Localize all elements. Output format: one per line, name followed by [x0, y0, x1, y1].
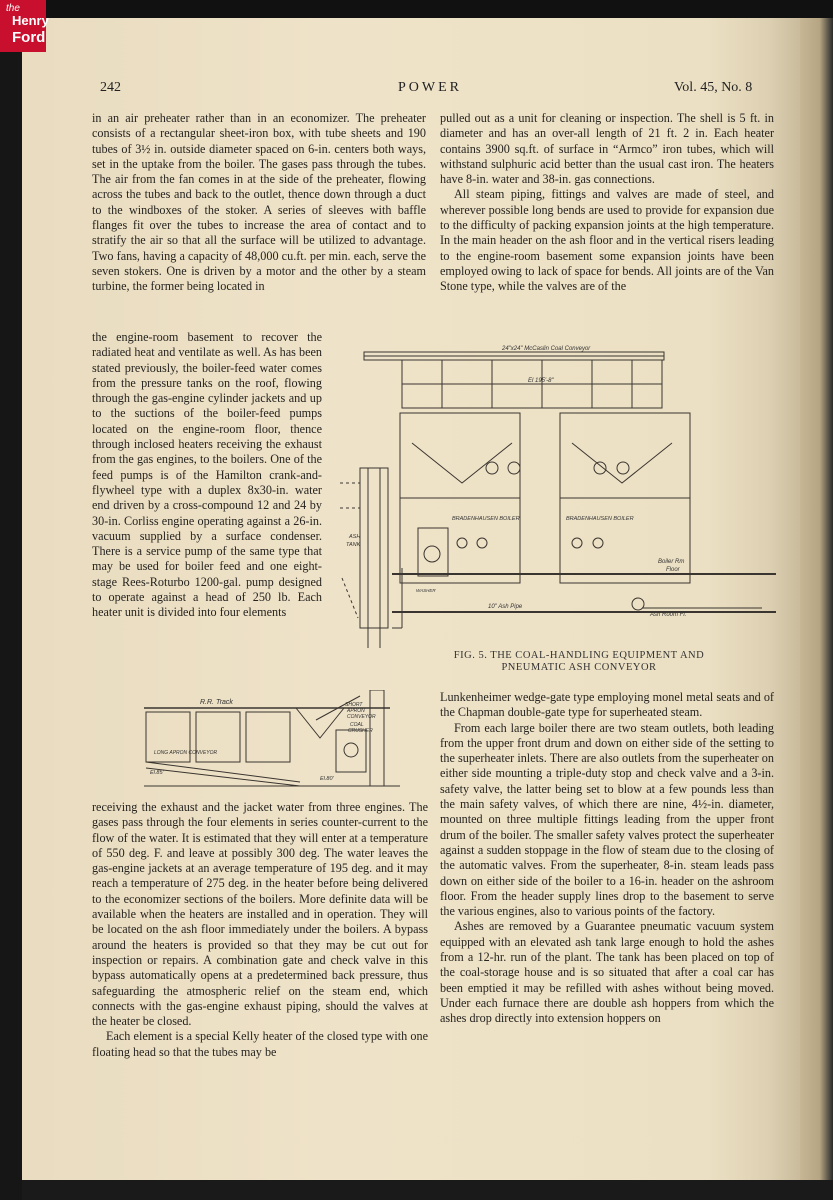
coal-handling-figure	[332, 338, 776, 648]
label-coal-crusher-1: COAL	[350, 722, 364, 728]
page-spine-edge	[800, 18, 833, 1180]
logo-text-the: the	[6, 3, 20, 14]
label-ash-room-floor: Ash Room Fl.	[650, 612, 687, 618]
right-column-bottom	[440, 690, 774, 1027]
right-paragraph-1: pulled out as a unit for cleaning or inspection. The shell is 5 ft. in diameter and has an over-all length of 21 ft. 2 in. Each heater contains 3900 sq.ft. of surface in “Armco” iron tubes, which will withstand sulphuric acid better than the usual cast iron. The heaters have 8-in. water and 38-in. gas connections.	[440, 111, 774, 187]
label-short-apron-2: APRON	[347, 708, 365, 714]
label-boiler-left: BRADENHAUSEN BOILER	[452, 516, 520, 522]
label-long-apron: LONG APRON CONVEYOR	[154, 750, 218, 756]
label-elev-lower: El.85'	[150, 770, 164, 776]
henry-ford-logo	[0, 0, 49, 52]
coal-crusher-figure	[140, 690, 412, 790]
label-washer: WASHER	[416, 588, 436, 593]
journal-title: POWER	[398, 80, 462, 95]
logo-text-henry: Henry	[12, 13, 49, 28]
left-paragraph-1: in an air preheater rather than in an economizer. The preheater consists of a rectangular sheet-iron box, with tube sheets and 190 tubes of 3½ in. outside diameter spaced on 6-in. centers both ways, set in the uptake from the boiler. The gases pass through the tubes. The air from the fan comes in at the side of the preheater, flowing across the tubes and back to the outlet, thence down through a duct to the windboxes of the stoker. A series of sleeves with baffle flanges fit over the tubes to increase the area of contact and to stratify the air so that all the surface will be utilized to advantage. Two fans, having a capacity of 48,000 cu.ft. per min. each, serve the seven stokers. One is driven by a motor and the other by a steam turbine, the former being located in	[92, 111, 426, 294]
label-boiler-right: BRADENHAUSEN BOILER	[566, 516, 634, 522]
page-number: 242	[100, 80, 121, 95]
left-paragraph-3: Each element is a special Kelly heater of the closed type with one floating head so that the tubes may be	[92, 1029, 428, 1059]
coal-crusher	[336, 730, 366, 772]
ash-tank-shaft	[360, 468, 388, 628]
volume-issue: Vol. 45, No. 8	[674, 80, 753, 95]
scan-border-left	[0, 0, 22, 1200]
label-coal-crusher-2: CRUSHER	[348, 728, 373, 734]
caption-line-2: PNEUMATIC ASH CONVEYOR	[501, 662, 657, 673]
label-boiler-floor-1: Boiler Rm	[658, 559, 685, 565]
left-column-bottom	[92, 800, 428, 1060]
label-coal-conveyor: 24"x24" McCaslin Coal Conveyor	[502, 346, 591, 352]
left-column-wrap	[92, 330, 322, 621]
label-ash-tank-2: TANK	[346, 542, 361, 548]
right-paragraph-5: Ashes are removed by a Guarantee pneumatic vacuum system equipped with an elevated ash tank large enough to hold the ashes from a 12-hr. run of the plant. The tank has been placed on top of the coal-storage house and is so situated that after a coal car has been emptied it may be refilled with ashes without being moved. Under each furnace there are double ash hoppers from which the ashes drop directly into extension hoppers on	[440, 919, 774, 1026]
left-paragraph-wrap: the engine-room basement to recover the radiated heat and ventilate as well. As has been stated previously, the boiler-feed water comes from the pressure tanks on the roof, flowing through the gas-engine cylinder jackets and up to the suctions of the boiler-feed pumps located on the engine-room floor, thence through inclosed heaters receiving the exhaust from the gas engines, to the boilers. One of the feed pumps is of the Hamilton crank-and-flywheel type with a duplex 8x30-in. water end driven by a cross-compound 12 and 24 by 30-in. Corliss engine operating against a 26-in. vacuum supplied by a surface condenser. There is a service pump of the same type that may be used for boiler feed and one eight-stage Rees-Roturbo 1200-gal. pump designed to operate against a head of 250 lb. Each heater unit is divided into four elements	[92, 330, 322, 620]
label-ash-tank-1: ASH	[349, 534, 361, 540]
figure-caption	[414, 650, 744, 674]
washer-unit	[418, 528, 448, 576]
right-column-top	[440, 111, 774, 295]
caption-line-1: FIG. 5. THE COAL-HANDLING EQUIPMENT AND	[453, 650, 705, 661]
logo-text-ford: Ford	[12, 29, 46, 46]
right-paragraph-4: From each large boiler there are two steam outlets, both leading from the upper front drum and down on either side of the setting to the superheater inlets. There are also outlets from the superheater on either side mounting a triple-duty stop and check valve and a 3-in. safety valve, the latter being set to blow at a few pounds less than the main safety valves, of which there are nine, 4½-in. diameter, mounted on three multiple fittings leading from the upper front drum of the boiler. The smaller safety valves protect the superheater against a sudden stoppage in the flow of steam due to the closing of the automatic valves. From the superheater, 8-in. steam leads pass down on either side of the boiler to a 16-in. header on the ashroom floor. From the header supply lines drop to the basement to serve the various engines, also to various points of the factory.	[440, 720, 774, 919]
label-ash-pipe: 10" Ash Pipe	[488, 604, 523, 610]
label-rr-track: R.R. Track	[200, 699, 233, 706]
right-paragraph-2: All steam piping, fittings and valves are made of steel, and wherever possible long bends are used to provide for expansion due to the difficulty of packing expansion joints at the high temperature. In the main header on the ash floor and in the vertical risers leading to the engine-room basement some expansion joints have been employed owing to lack of space for bends. All joints are of the Van Stone type, while the valves are of the	[440, 187, 774, 294]
label-short-apron-1: SHORT	[345, 702, 363, 708]
left-column-top	[92, 111, 426, 295]
label-elevation: El 195'-8"	[528, 378, 554, 384]
right-paragraph-3: Lunkenheimer wedge-gate type employing monel metal seats and of the Chapman double-gate type for superheated steam.	[440, 690, 774, 720]
label-boiler-floor-2: Floor	[666, 567, 680, 573]
scan-border-top	[0, 0, 833, 18]
left-paragraph-2: receiving the exhaust and the jacket water from three engines. The gases pass through the four elements in series counter-current to the flow of the water. It is estimated that they will enter at a temperature of 550 deg. F. and leave at possibly 300 deg. The water leaves the gas-engine jackets at an average temperature of 195 deg. and it may reach a temperature of 275 deg. in the heater before being delivered to the economizer sections of the boilers. More definite data will be available when the heaters are installed and in operation. They will be located on the ash floor immediately under the boilers. A bypass around the heaters is provided so that they may be cut out for inspection or repairs. A combination gate and check valve in this bypass automatically opens at a predetermined back pressure, thus safeguarding the atmospheric relief on the steam end, which connects with the gas-engine exhaust piping, should the valves at the heater be closed.	[92, 800, 428, 1029]
label-elev-pit: El.80'	[320, 776, 334, 782]
label-short-apron-3: CONVEYOR	[347, 714, 376, 720]
